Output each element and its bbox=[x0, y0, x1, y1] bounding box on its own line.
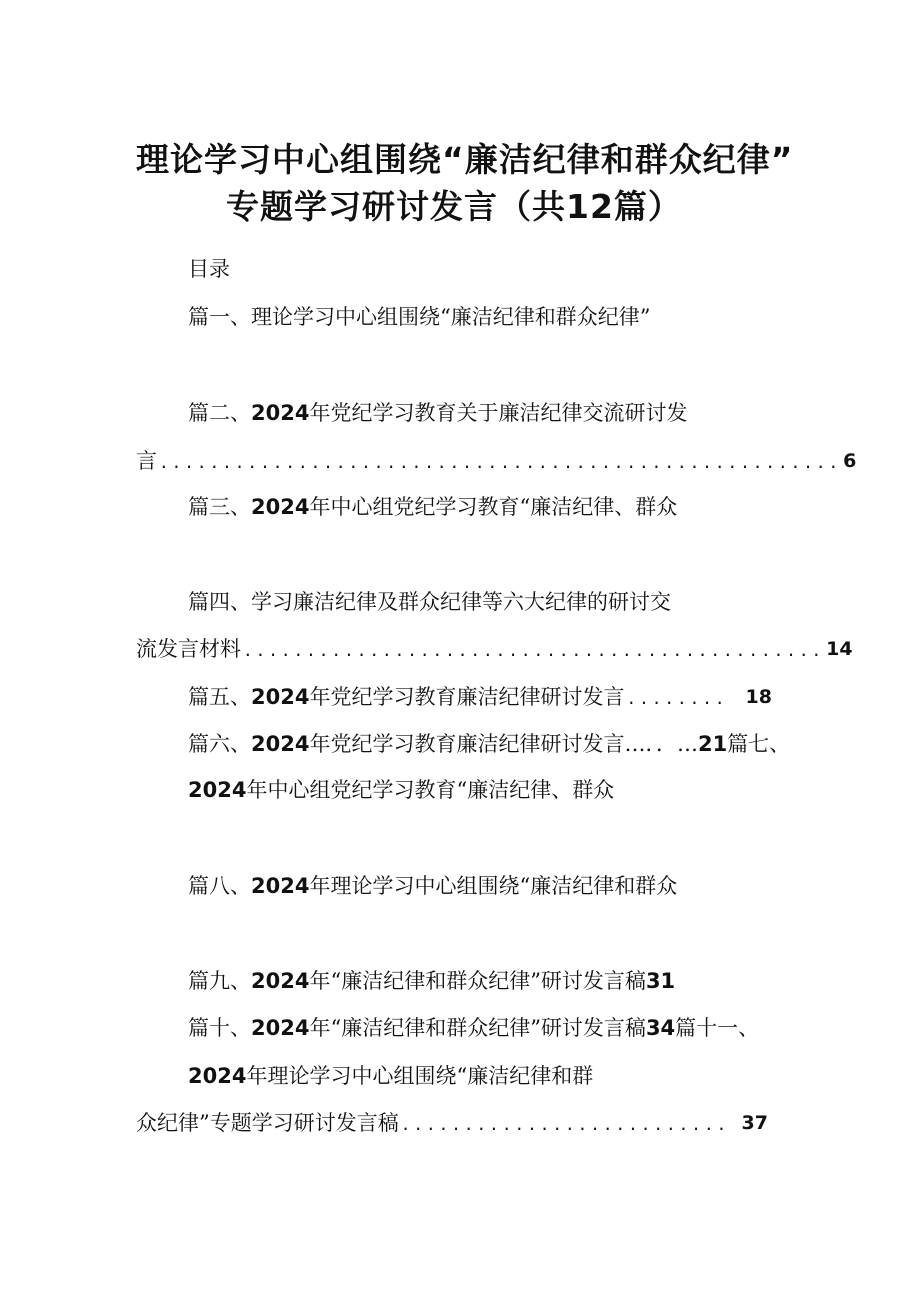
toc-item-2-line-1[interactable] bbox=[188, 398, 687, 428]
toc-item-9-prefix: 篇九、 bbox=[188, 969, 251, 993]
toc-item-11-text: 年理论学习中心组围绕“廉洁纪律和群 bbox=[246, 1064, 594, 1088]
toc-item-2-dot-leader: ...................................................... bbox=[159, 453, 842, 472]
toc-item-9-year: 2024 bbox=[251, 969, 310, 993]
toc-item-9-page-number: 31 bbox=[645, 969, 676, 993]
toc-item-5-dot-leader: ........ bbox=[626, 689, 728, 708]
toc-item-7[interactable] bbox=[188, 775, 614, 805]
toc-item-4-page-number: 14 bbox=[826, 638, 853, 660]
toc-item-6-prefix: 篇六、 bbox=[188, 732, 251, 756]
toc-item-11-text-continued: 众纪律”专题学习研讨发言稿 bbox=[136, 1111, 399, 1135]
toc-item-4-text-continued: 流发言材料 bbox=[136, 637, 241, 661]
toc-item-2-text: 年党纪学习教育关于廉洁纪律交流研讨发 bbox=[309, 401, 688, 425]
toc-item-4-line-2[interactable] bbox=[136, 634, 853, 664]
toc-item-5[interactable] bbox=[188, 682, 772, 712]
toc-item-7-prefix: 篇七、 bbox=[727, 732, 791, 756]
toc-item-3-text: 年中心组党纪学习教育“廉洁纪律、群众 bbox=[309, 495, 678, 519]
toc-item-10-year: 2024 bbox=[251, 1016, 310, 1040]
toc-item-3-prefix: 篇三、 bbox=[188, 495, 251, 519]
toc-item-2-line-2[interactable] bbox=[136, 446, 857, 476]
toc-item-5-page-number: 18 bbox=[745, 686, 772, 708]
toc-item-11-line-1[interactable] bbox=[188, 1061, 593, 1091]
toc-item-5-year: 2024 bbox=[251, 685, 310, 709]
toc-item-2-prefix: 篇二、 bbox=[188, 401, 251, 425]
toc-item-8[interactable] bbox=[188, 871, 677, 901]
toc-item-11-dot-leader: .......................... bbox=[400, 1115, 730, 1134]
toc-item-11-prefix: 篇十一、 bbox=[675, 1016, 760, 1040]
toc-item-5-text: 年党纪学习教育廉洁纪律研讨发言 bbox=[309, 685, 625, 709]
toc-item-11-line-2[interactable] bbox=[136, 1108, 768, 1138]
toc-item-11-page-number: 37 bbox=[741, 1112, 768, 1134]
toc-item-8-prefix: 篇八、 bbox=[188, 874, 251, 898]
toc-item-5-prefix: 篇五、 bbox=[188, 685, 251, 709]
toc-item-1[interactable]: 篇一、理论学习中心组围绕“廉洁纪律和群众纪律” bbox=[188, 305, 651, 329]
toc-item-6[interactable] bbox=[188, 729, 790, 759]
toc-item-6-page-number: 21 bbox=[697, 732, 728, 756]
toc-item-7-text: 年中心组党纪学习教育“廉洁纪律、群众 bbox=[246, 778, 615, 802]
toc-item-2-text-continued: 言 bbox=[136, 449, 157, 473]
document-title-line-2: 专题学习研讨发言（共12篇） bbox=[226, 187, 682, 226]
toc-item-3[interactable] bbox=[188, 492, 677, 522]
toc-item-8-text: 年理论学习中心组围绕“廉洁纪律和群众 bbox=[309, 874, 678, 898]
toc-item-3-year: 2024 bbox=[251, 495, 310, 519]
toc-item-8-year: 2024 bbox=[251, 874, 310, 898]
toc-item-10-text: 年“廉洁纪律和群众纪律”研讨发言稿 bbox=[309, 1016, 646, 1040]
toc-item-4-line-1[interactable]: 篇四、学习廉洁纪律及群众纪律等六大纪律的研讨交 bbox=[188, 590, 671, 614]
toc-item-2-year: 2024 bbox=[251, 401, 310, 425]
toc-item-9-text: 年“廉洁纪律和群众纪律”研讨发言稿 bbox=[309, 969, 646, 993]
toc-item-9[interactable] bbox=[188, 966, 675, 996]
document-title-line-1: 理论学习中心组围绕“廉洁纪律和群众纪律” bbox=[136, 140, 794, 179]
toc-item-4-dot-leader: .............................................. bbox=[243, 641, 825, 660]
toc-item-10-page-number: 34 bbox=[645, 1016, 676, 1040]
toc-item-10[interactable] bbox=[188, 1013, 759, 1043]
toc-heading: 目录 bbox=[188, 257, 230, 281]
toc-item-11-year: 2024 bbox=[188, 1064, 247, 1088]
toc-item-7-year: 2024 bbox=[188, 778, 247, 802]
toc-item-6-text: 年党纪学习教育廉洁纪律研讨发言…．．… bbox=[309, 732, 698, 756]
toc-item-2-page-number: 6 bbox=[843, 450, 857, 472]
toc-item-6-year: 2024 bbox=[251, 732, 310, 756]
toc-item-10-prefix: 篇十、 bbox=[188, 1016, 251, 1040]
